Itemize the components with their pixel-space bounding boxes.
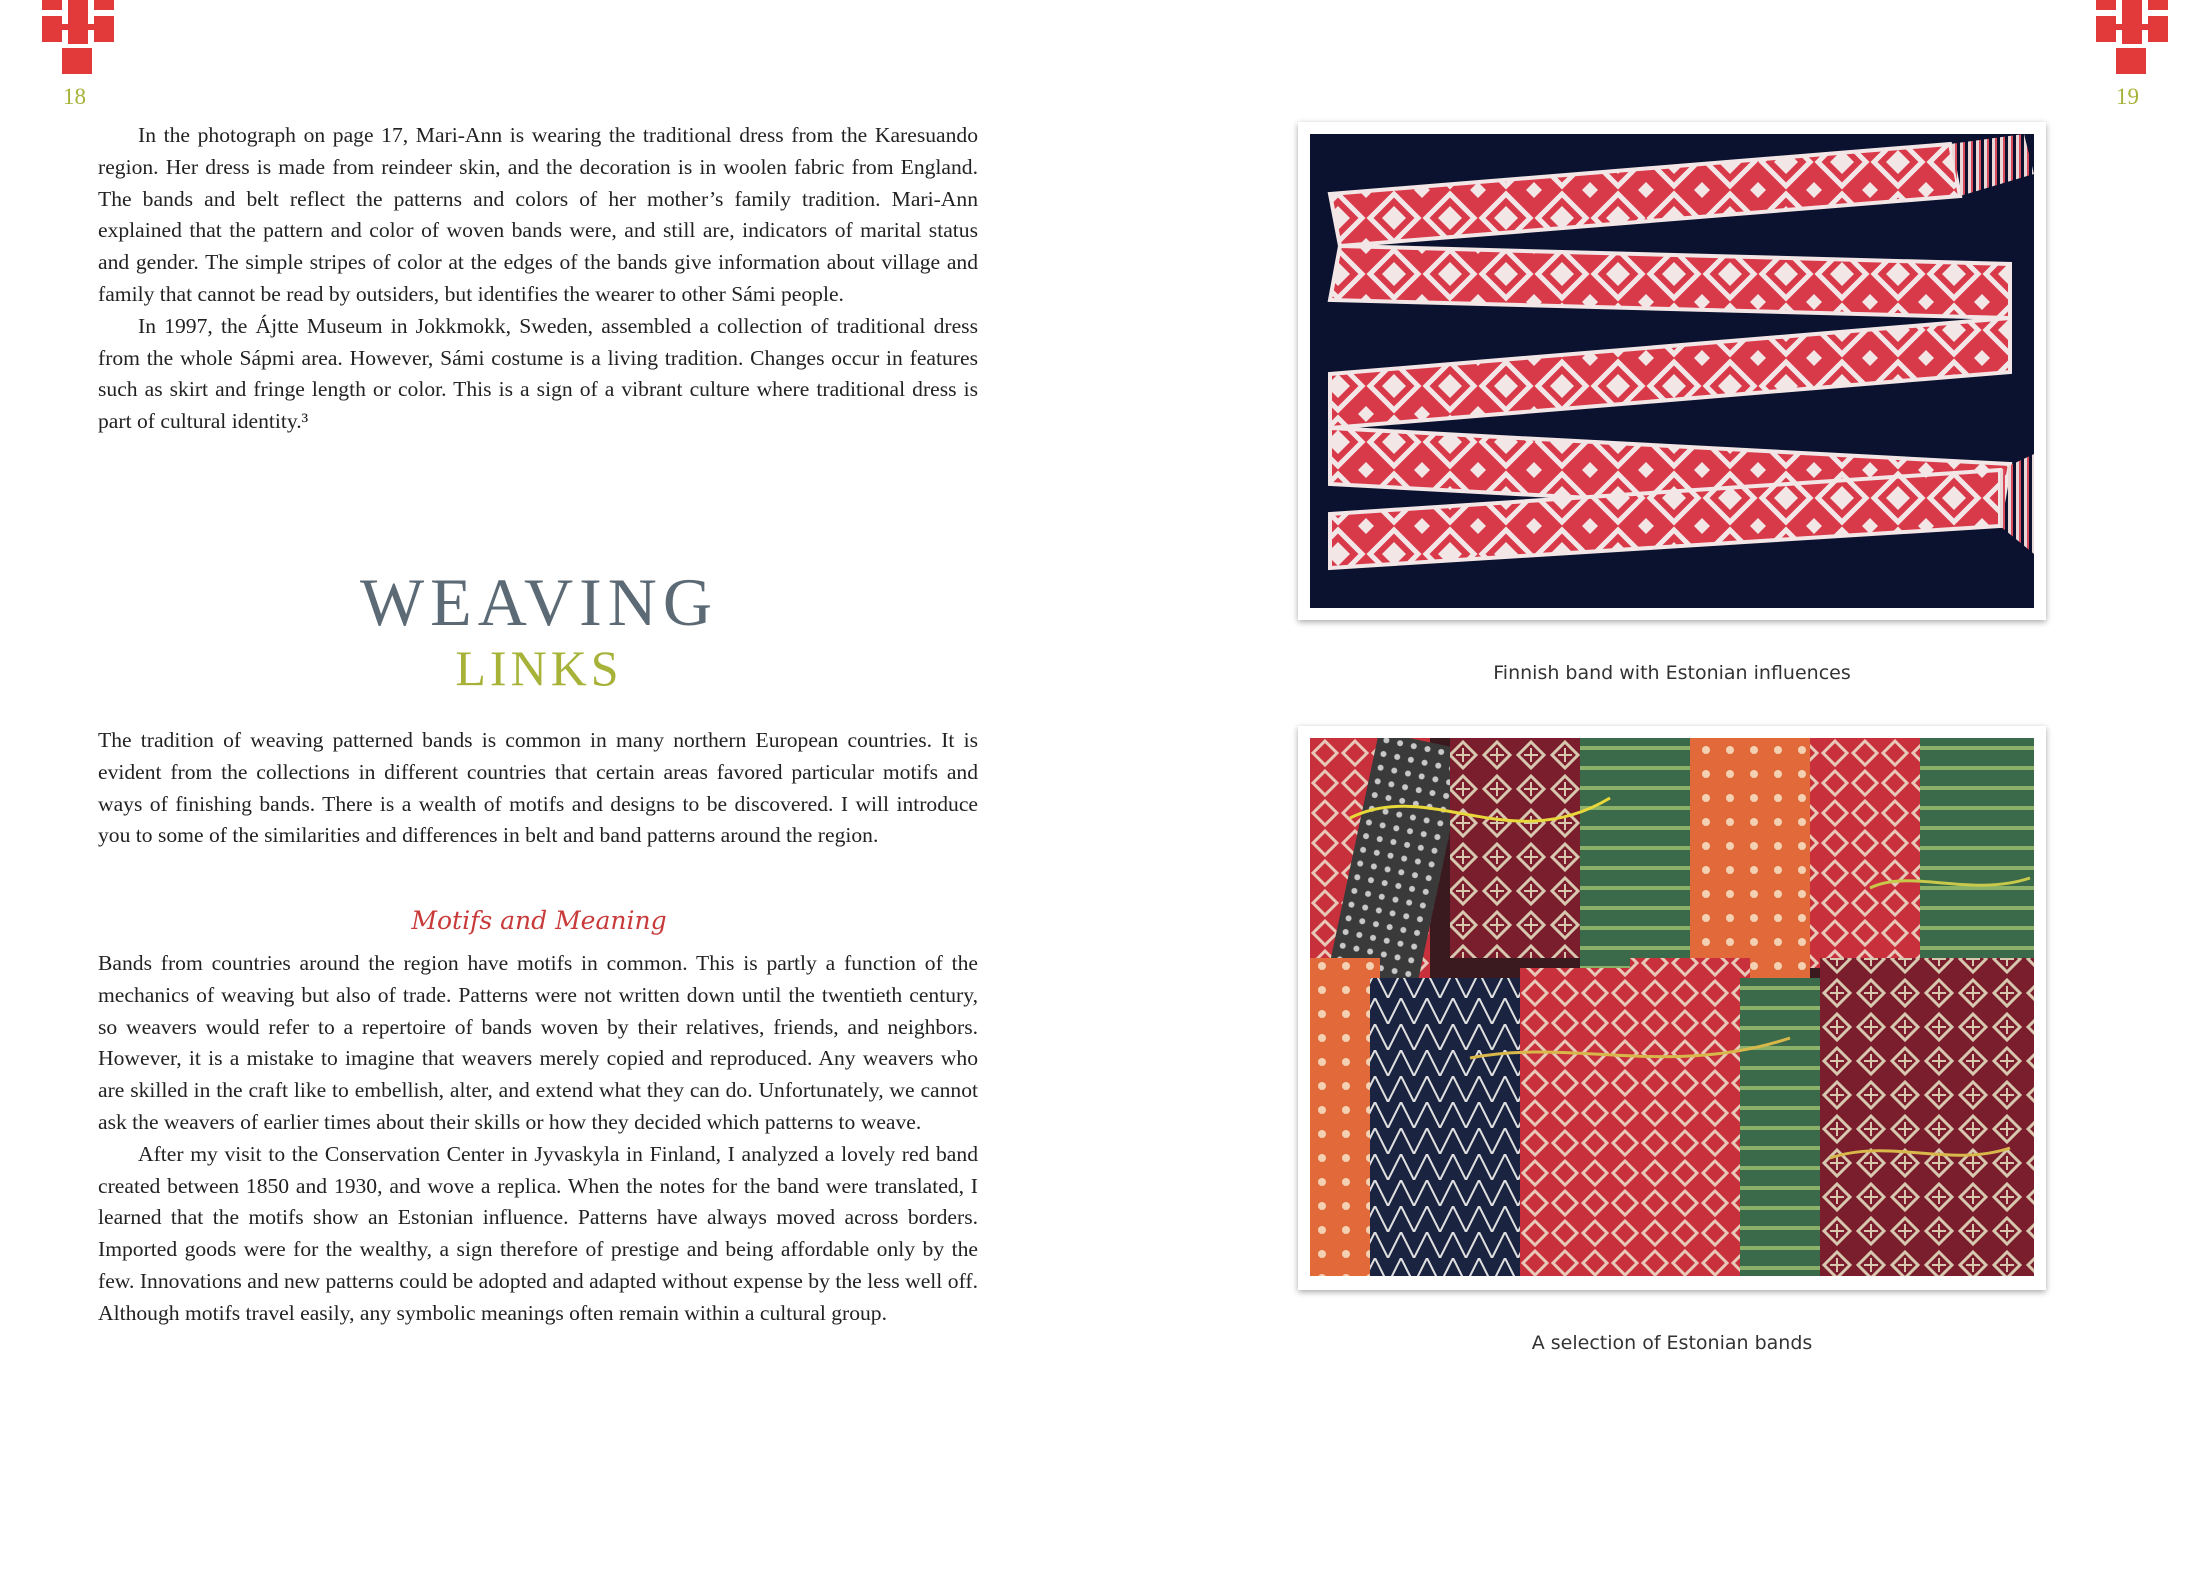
section-text [98,725,978,852]
page-number-left: 18 [63,84,86,109]
intro-paragraph-1: In the photograph on page 17, Mari-Ann is wearing the traditional dress from the Karesuando region. Her dress is made from reindeer skin, and the decoration is in woolen fabric from England. The bands and belt reflect the patterns and colors of her mother’s family tradition. Mari-Ann explained that the pattern and color of woven bands were, and still are, indicators of marital status and gender. The simple stripes of color at the edges of the bands give information about village and family that cannot be read by outsiders, but identifies the wearer to other Sámi people. [98,123,978,306]
finnish-band-photo [1310,134,2034,608]
subheading-motifs: Motifs and Meaning [411,906,667,935]
estonian-bands-photo [1310,738,2034,1276]
right-page [1098,0,2196,1569]
intro-paragraph-2: In 1997, the Ájtte Museum in Jokkmokk, Sweden, assembled a collection of traditional dress from the whole Sápmi area. However, Sámi costume is a living tradition. Changes occur in features such as skirt and fringe length or color. This is a sign of a vibrant culture where traditional dress is part of cultural identity.³ [98,313,978,434]
section-paragraph: The tradition of weaving patterned bands is common in many northern European countries. It is evident from the collections in different countries that certain areas favored particular motifs and ways of finishing bands. There is a wealth of motifs and designs to be discovered. I will introduce you to some of the similarities and differences in belt and band patterns around the region. [98,728,978,848]
caption-finnish-band: Finnish band with Estonian influences [1493,662,1851,684]
intro-text [98,120,978,438]
motif-text [98,948,978,1330]
section-title-weaving: WEAVING [359,564,719,640]
caption-estonian-bands: A selection of Estonian bands [1531,1332,1813,1354]
motif-paragraph-2: After my visit to the Conservation Center in Jyvaskyla in Finland, I analyzed a lovely red band created between 1850 and 1930, and wove a replica. When the notes for the band were translated, I learned that the motifs show an Estonian influence. Patterns have always moved across borders. Imported goods were for the wealthy, a sign therefore of prestige and being affordable only by the few. Innovations and new patterns could be adopted and adapted without expense by the less well off. Although motifs travel easily, any symbolic meanings often remain within a cultural group. [98,1141,978,1325]
photo-frame-finnish-band [1298,122,2046,620]
corner-logo-left [42,0,114,78]
section-title-links: LINKS [455,640,623,696]
motif-paragraph-1: Bands from countries around the region have motifs in common. This is partly a function of the mechanics of weaving but also of trade. Patterns were not written down until the twentieth century, so weavers would refer to a repertoire of bands woven by their relatives, friends, and neighbors. However, it is a mistake to imagine that weavers merely copied and reproduced. Any weavers who are skilled in the craft like to embellish, alter, and extend what they can do. Unfortunately, we cannot ask the weavers of earlier times about their skills or how they decided which patterns to weave. [98,951,978,1134]
photo-frame-estonian-bands [1298,726,2046,1290]
woven-band-illustration [1310,134,2034,608]
rolled-bands-illustration [1310,738,2034,1276]
page-number-right: 19 [2116,84,2139,109]
corner-logo-right [2096,0,2168,78]
